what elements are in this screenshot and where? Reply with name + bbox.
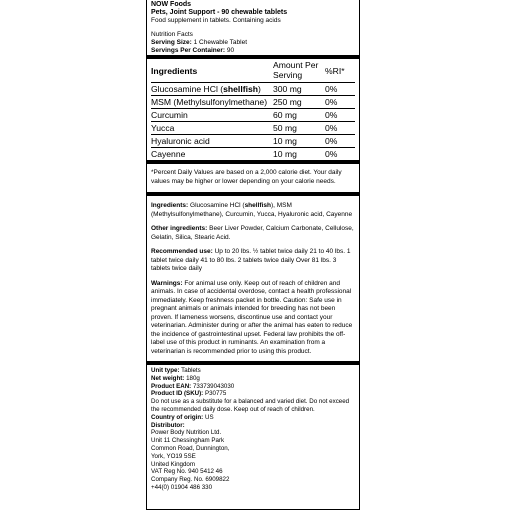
ingredient-name: Cayenne [151, 149, 186, 159]
ingredient-ri: 0% [319, 109, 355, 122]
col-ri: %RI* [325, 65, 345, 76]
other-ingredients-text: Beer Liver Powder, Calcium Carbonate, Cellulose, Gelatin, Silica, Stearic Acid. [151, 225, 354, 241]
other-ingredients-label: Other ingredients: [151, 225, 208, 232]
ingredients-table [151, 59, 355, 160]
table-row [151, 109, 355, 122]
product-sku-label: Product ID (SKU): [151, 390, 204, 398]
ingredient-name-cell [151, 148, 273, 161]
ingredient-ri: 0% [319, 148, 355, 161]
ingredients-rows [151, 83, 355, 161]
ingredient-name: Hyaluronic acid [151, 136, 210, 146]
product-ean [151, 383, 355, 391]
ingredient-amount: 300 mg [273, 83, 319, 96]
ingredients-allergen: shellfish [244, 202, 271, 209]
ingredient-allergen: shellfish [223, 84, 258, 94]
ingredient-name: Glucosamine HCl [151, 84, 218, 94]
ingredient-name: Curcumin [151, 110, 188, 120]
ingredient-name-cell [151, 96, 273, 109]
ingredient-name-cell [151, 109, 273, 122]
serving-size [151, 39, 355, 47]
ingredients-paragraph [151, 202, 355, 219]
brand-name: NOW Foods [151, 1, 192, 8]
distributor-label: Distributor: [151, 421, 185, 429]
table-row [151, 83, 355, 96]
unit-type-value: Tablets [181, 367, 201, 374]
net-weight [151, 375, 355, 383]
servings-per-container [151, 47, 355, 55]
col-amount: Amount Per Serving [273, 60, 319, 80]
address-line: VAT Reg No. 940 5412 46 [151, 468, 223, 476]
table-row [151, 135, 355, 148]
product-ean-label: Product EAN: [151, 382, 192, 390]
ingredient-name-cell [151, 122, 273, 135]
serving-size-label: Serving Size: [151, 39, 192, 46]
serving-size-value: 1 Chewable Tablet [193, 39, 248, 46]
ingredient-name-cell [151, 135, 273, 148]
address-line: +44(0) 01904 486 330 [151, 483, 213, 491]
distributor-address [151, 429, 355, 491]
address-line: Unit 11 Chessingham Park [151, 437, 225, 445]
servings-label: Servings Per Container: [151, 47, 226, 54]
address-line: Power Body Nutrition Ltd. [151, 429, 222, 437]
ingredient-amount: 10 mg [273, 148, 319, 161]
unit-type-label: Unit type: [151, 367, 180, 374]
country-label: Country of origin: [151, 413, 204, 421]
nutrition-facts-title: Nutrition Facts [151, 31, 193, 38]
product-info-section [147, 361, 359, 492]
country-of-origin [151, 414, 355, 422]
supplement-label [146, 0, 360, 510]
ingredient-ri: 0% [319, 122, 355, 135]
ingredients-label: Ingredients: [151, 202, 189, 209]
address-line: Common Road, Dunnington, [151, 444, 230, 452]
ingredient-name-cell: Glucosamine HCl (shellfish) [151, 83, 273, 96]
warnings-paragraph [151, 280, 355, 357]
details-section [147, 192, 359, 361]
ingredient-name: Yucca [151, 123, 175, 133]
ingredient-amount: 50 mg [273, 122, 319, 135]
net-weight-label: Net weight: [151, 374, 185, 382]
warnings-label: Warnings: [151, 279, 183, 287]
product-name: Pets, Joint Support - 90 chewable tablets [151, 9, 288, 16]
ingredients-text-post: ), MSM (Methylsulfonylmethane), Curcumin, Yucca, Hyaluronic acid, Cayenne [151, 202, 353, 218]
label-header [147, 0, 359, 55]
table-row [151, 148, 355, 161]
recommended-use-label: Recommended use: [151, 248, 213, 255]
unit-type [151, 367, 355, 375]
ingredients-text-pre: Glucosamine HCl ( [190, 202, 245, 209]
net-weight-value: 180g [186, 374, 200, 382]
product-sku-value: P30775 [204, 390, 227, 398]
country-value: US [204, 413, 214, 421]
recommended-use-text: Up to 20 lbs. ½ tablet twice daily 21 to 40 lbs. 1 tablet twice daily 41 to 80 lbs. 2 tablets twice daily Over 81 lbs. 3 tablets twice daily [151, 248, 351, 272]
ingredient-name: MSM (Methylsulfonylmethane) [151, 97, 268, 107]
product-description: Food supplement in tablets. Containing acids [151, 17, 281, 24]
address-line: York, YO19 5SE [151, 452, 196, 460]
ingredient-amount: 250 mg [273, 96, 319, 109]
table-row [151, 122, 355, 135]
other-ingredients-paragraph [151, 225, 355, 242]
servings-value: 90 [226, 47, 235, 54]
recommended-use-paragraph [151, 248, 355, 274]
address-line: United Kingdom [151, 460, 196, 468]
address-line: Company Reg. No. 6909822 [151, 476, 230, 484]
ingredient-ri: 0% [319, 83, 355, 96]
footnote: *Percent Daily Values are based on a 2,000 calorie diet. Your daily values may be higher or lower depending on your calorie needs. [147, 160, 359, 192]
ingredient-ri: 0% [319, 135, 355, 148]
ingredient-amount: 60 mg [273, 109, 319, 122]
product-sku [151, 390, 355, 398]
ingredients-table-section [147, 55, 359, 160]
ingredient-ri: 0% [319, 96, 355, 109]
product-ean-value: 733739043030 [192, 382, 235, 390]
caution-text: Do not use as a substitute for a balanced and varied diet. Do not exceed the recommended daily dose. Keep out of reach of children. [151, 398, 350, 413]
table-header [151, 59, 355, 83]
table-row [151, 96, 355, 109]
ingredient-amount: 10 mg [273, 135, 319, 148]
col-ingredients: Ingredients [151, 65, 198, 76]
warnings-text: For animal use only. Keep out of reach of children and animals. In case of accidental overdose, contact a health professional immediately. Keep freshness packet in bottle. Caution: Safe use in pregnant animals or animals intended for breeding has not been proven. If lameness worsens, discontinue use and contact your veterinarian. Administer during or after the animal has eaten to reduce the incidence of gastrointestinal upset. Federal law prohibits the off-label use of this product in ruminants. An examination from a veterinarian is recommended prior to using this product. [151, 279, 353, 355]
